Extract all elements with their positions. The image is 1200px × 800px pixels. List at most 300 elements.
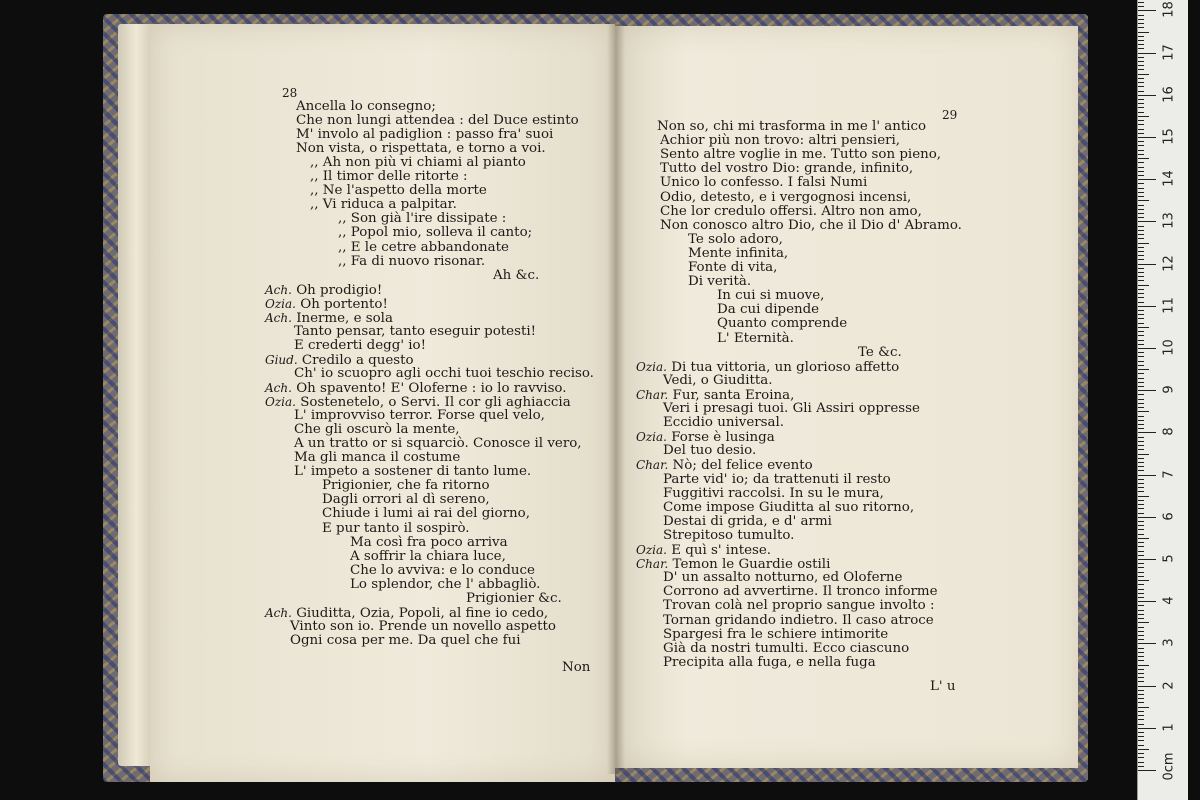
verse-text: ,, Vi riduca a palpitar. (310, 197, 457, 213)
right-page-line (688, 261, 777, 275)
ruler-tick (1138, 179, 1156, 180)
ruler-tick (1138, 559, 1156, 560)
right-page-line (663, 473, 891, 487)
ruler-tick (1138, 234, 1144, 235)
verse-text: Ma gli manca il costume (294, 450, 461, 466)
right-page-line (717, 289, 824, 303)
ruler-tick (1138, 183, 1144, 184)
ruler-tick (1138, 91, 1144, 92)
ruler-tick (1138, 57, 1144, 58)
right-page-line (663, 515, 832, 529)
ruler-tick (1138, 285, 1149, 286)
ruler-tick (1138, 171, 1144, 172)
ruler-tick (1138, 302, 1144, 303)
right-page-line (660, 148, 941, 162)
left-page-line (310, 184, 487, 198)
verse-text: Non conosco altro Dio, che il Dio d' Abramo. (660, 217, 962, 233)
left-page-line (265, 283, 382, 298)
ruler-label: 9 (1161, 385, 1177, 394)
verse-text: Che lo avviva: e lo conduce (350, 562, 535, 578)
ruler-label: 2 (1161, 680, 1177, 690)
ruler-tick (1138, 61, 1144, 62)
verse-text: Te solo adoro, (688, 231, 783, 247)
verse-text: Che non lungi attendea : del Duce estinto (296, 113, 579, 129)
ruler-tick (1138, 124, 1144, 125)
verse-text: Fuggitivi raccolsi. In su le mura, (663, 485, 884, 501)
ruler-label: 11 (1161, 297, 1177, 314)
verse-text: Di tua vittoria, un glorioso affetto (666, 359, 900, 375)
ruler-tick (1138, 255, 1144, 256)
ruler-tick (1138, 247, 1144, 248)
ruler-label: 16 (1161, 86, 1177, 103)
right-page-line (660, 176, 867, 190)
ruler-tick (1138, 289, 1144, 290)
ruler-tick (1138, 766, 1144, 767)
verse-text: Giuditta, Ozia, Popoli, al fine io cedo, (291, 605, 549, 621)
verse-text: Dagli orrori al dì sereno, (322, 492, 490, 508)
ruler-tick (1138, 757, 1144, 758)
ruler-tick (1138, 394, 1144, 395)
speaker-name: Ach. (265, 310, 292, 325)
ruler-tick (1138, 162, 1144, 163)
ruler-tick (1138, 614, 1144, 615)
right-page-line (660, 191, 911, 205)
ruler-tick (1138, 749, 1149, 750)
ruler-tick (1138, 306, 1156, 307)
measurement-ruler (1137, 0, 1188, 800)
ruler-tick (1138, 635, 1144, 636)
verse-text: Chiude i lumi ai rai del giorno, (322, 506, 530, 522)
verse-text: ,, Fa di nuovo risonar. (338, 253, 486, 269)
ruler-tick (1138, 597, 1144, 598)
ruler-tick (1138, 470, 1144, 471)
ruler-tick (1138, 525, 1144, 526)
ruler-label: 12 (1161, 254, 1177, 272)
ruler-tick (1138, 622, 1149, 623)
verse-text: Corrono ad avvertirne. Il tronco informe (663, 584, 938, 600)
ruler-label: 18 (1161, 1, 1177, 19)
right-page-line (688, 233, 783, 247)
ruler-tick (1138, 154, 1144, 155)
left-page-line (294, 423, 460, 437)
ruler-tick (1138, 137, 1156, 138)
left-page-line (294, 339, 426, 353)
verse-text: ,, Ne l'aspetto della morte (310, 183, 487, 199)
ruler-label: 17 (1161, 43, 1177, 61)
ruler-tick (1138, 399, 1144, 400)
ruler-tick (1138, 23, 1144, 24)
left-page-line (296, 142, 546, 156)
verse-text: Quanto comprende (717, 316, 848, 332)
speaker-name: Ach. (265, 381, 292, 395)
ruler-tick (1138, 361, 1144, 362)
verse-text: Tanto pensar, tanto eseguir potesti! (294, 323, 537, 339)
right-page-line (663, 571, 902, 585)
ruler-label: 8 (1161, 427, 1177, 437)
ruler-tick (1138, 293, 1144, 294)
left-page-number: 28 (282, 86, 298, 100)
ruler-tick (1138, 538, 1149, 539)
verse-text: ,, Il timor delle ritorte : (310, 169, 468, 185)
ruler-tick (1138, 605, 1144, 606)
right-page-line (663, 416, 784, 430)
verse-text: Ancella lo consegno; (296, 99, 436, 114)
verse-text: Ah &c. (493, 267, 540, 283)
ruler-label: 4 (1161, 596, 1177, 605)
left-page-line (338, 212, 506, 226)
ruler-tick (1138, 508, 1144, 509)
ruler-tick (1138, 27, 1144, 28)
verse-text: Che gli oscurò la mente, (294, 422, 460, 438)
verse-text: Forse è lusinga (666, 430, 775, 446)
ruler-tick (1138, 40, 1144, 41)
verse-text: Che lor credulo offersi. Altro non amo, (660, 203, 922, 219)
ruler-tick (1138, 95, 1156, 96)
right-page-line (636, 543, 771, 558)
ruler-tick (1138, 475, 1156, 476)
right-page-number: 29 (942, 108, 958, 122)
speaker-name: Ach. (265, 282, 292, 297)
left-page-line (466, 592, 562, 606)
ruler-tick (1138, 656, 1144, 657)
verse-text: Sostenetelo, o Servi. Il cor gli aghiaccia (295, 395, 571, 411)
left-page-line (338, 241, 509, 255)
ruler-tick (1138, 103, 1144, 104)
ruler-tick (1138, 335, 1144, 336)
ruler-label: 10 (1161, 339, 1177, 356)
left-page-line (350, 564, 535, 578)
ruler-tick (1138, 694, 1144, 695)
verse-text: Prigionier, che fa ritorno (322, 478, 490, 494)
verse-text: Da cui dipende (717, 302, 820, 318)
ruler-label: 5 (1161, 554, 1177, 563)
ruler-tick (1138, 736, 1144, 737)
left-page-line (338, 255, 485, 269)
ruler-tick (1138, 192, 1144, 193)
verse-text: L' improvviso terror. Forse quel velo, (294, 408, 545, 424)
ruler-tick (1138, 745, 1144, 746)
ruler-tick (1138, 10, 1156, 11)
ruler-tick (1138, 770, 1156, 771)
ruler-tick (1138, 529, 1144, 530)
ruler-tick (1138, 145, 1144, 146)
verse-text: L' impeto a sostener di tanto lume. (294, 464, 532, 480)
verse-text: A soffrir la chiara luce, (350, 548, 506, 564)
ruler-tick (1138, 707, 1149, 708)
right-page-line (858, 346, 902, 360)
ruler-tick (1138, 32, 1149, 33)
right-catchword: L' u (930, 679, 956, 694)
ruler-tick (1138, 576, 1144, 577)
ruler-tick (1138, 643, 1156, 644)
left-page-line (350, 550, 506, 564)
ruler-tick (1138, 719, 1144, 720)
ruler-tick (1138, 648, 1144, 649)
ruler-tick (1138, 420, 1144, 421)
ruler-tick (1138, 86, 1144, 87)
ruler-tick (1138, 740, 1144, 741)
left-page-line (290, 620, 556, 634)
ruler-tick (1138, 310, 1144, 311)
ruler-tick (1138, 196, 1144, 197)
verse-text: Achior più non trovo: altri pensieri, (660, 133, 901, 149)
ruler-label: 15 (1161, 128, 1177, 145)
ruler-tick (1138, 589, 1144, 590)
ruler-tick (1138, 753, 1144, 754)
verse-text: Veri i presagi tuoi. Gli Assiri oppresse (663, 401, 920, 416)
verse-text: L' Eternità. (717, 330, 794, 346)
ruler-tick (1138, 428, 1144, 429)
ruler-tick (1138, 390, 1156, 391)
ruler-tick (1138, 698, 1144, 699)
ruler-tick (1138, 158, 1149, 159)
ruler-tick (1138, 133, 1144, 134)
verse-text: M' involo al padiglion : passo fra' suoi (296, 127, 554, 143)
ruler-tick (1138, 487, 1144, 488)
verse-text: E pur tanto il sospirò. (322, 520, 470, 536)
left-page-line (294, 409, 545, 423)
ruler-tick (1138, 107, 1144, 108)
verse-text: Oh portento! (295, 296, 388, 312)
ruler-tick (1138, 209, 1144, 210)
verse-text: Lo splendor, che l' abbagliò. (350, 576, 541, 592)
verse-text: Come impose Giuditta al suo ritorno, (663, 499, 915, 515)
speaker-name: Char. (636, 387, 669, 402)
right-page-line (688, 275, 751, 289)
ruler-tick (1138, 601, 1156, 602)
verse-text: Di verità. (688, 274, 752, 290)
left-page-line (350, 578, 540, 592)
ruler-tick (1138, 36, 1144, 37)
verse-text: Prigionier &c. (466, 590, 562, 606)
left-page-line (310, 198, 457, 212)
ruler-tick (1138, 479, 1144, 480)
ruler-tick (1138, 116, 1149, 117)
ruler-tick (1138, 618, 1144, 619)
ruler-tick (1138, 542, 1144, 543)
ruler-label: 3 (1161, 638, 1177, 648)
ruler-tick (1138, 496, 1149, 497)
ruler-label: 13 (1161, 212, 1177, 230)
verse-text: Fonte di vita, (688, 260, 778, 275)
ruler-tick (1138, 403, 1144, 404)
ruler-tick (1138, 369, 1149, 370)
speaker-name: Char. (636, 557, 669, 572)
verse-text: Non vista, o rispettata, e torno a voi. (296, 141, 546, 157)
right-page-line (663, 487, 884, 501)
ruler-tick (1138, 69, 1144, 70)
ruler-tick (1138, 6, 1144, 7)
verse-text: Sento altre voglie in me. Tutto son pieno, (660, 147, 942, 163)
verse-text: E quì s' intese. (666, 543, 772, 558)
ruler-tick (1138, 517, 1156, 518)
ruler-tick (1138, 150, 1144, 151)
verse-text: Trovan colà nel proprio sangue involto : (663, 598, 935, 614)
ruler-tick (1138, 690, 1144, 691)
ruler-tick (1138, 297, 1144, 298)
ruler-tick (1138, 141, 1144, 142)
ruler-tick (1138, 555, 1144, 556)
verse-text: Ogni cosa per me. Da quel che fui (290, 632, 521, 648)
ruler-tick (1138, 669, 1144, 670)
right-page-line (660, 162, 913, 176)
ruler-tick (1138, 268, 1144, 269)
verse-text: Vedi, o Giuditta. (663, 372, 773, 388)
verse-text: E crederti degg' io! (294, 337, 426, 353)
right-page-line (663, 614, 934, 628)
ruler-tick (1138, 567, 1144, 568)
ruler-tick (1138, 715, 1144, 716)
ruler-tick (1138, 2, 1144, 3)
right-page-line (663, 501, 914, 515)
ruler-tick (1138, 226, 1144, 227)
ruler-tick (1138, 504, 1144, 505)
ruler-tick (1138, 82, 1144, 83)
verse-text: Fur, santa Eroina, (668, 387, 795, 403)
right-page-line (663, 628, 888, 642)
left-page-line (294, 465, 531, 479)
ruler-tick (1138, 340, 1144, 341)
right-page-line (663, 599, 935, 613)
ruler-tick (1138, 323, 1144, 324)
ruler-tick (1138, 610, 1144, 611)
verse-text: Inerme, e sola (291, 310, 393, 326)
ruler-tick (1138, 724, 1144, 725)
ruler-label: 7 (1161, 469, 1177, 479)
ruler-tick (1138, 327, 1149, 328)
verse-text: Oh prodigio! (291, 282, 383, 298)
ruler-tick (1138, 200, 1149, 201)
right-page-line (657, 120, 926, 134)
ruler-tick (1138, 386, 1144, 387)
verse-text: Unico lo confesso. I falsi Numi (660, 175, 868, 191)
right-page-line (717, 317, 847, 331)
ruler-tick (1138, 259, 1144, 260)
ruler-tick (1138, 702, 1144, 703)
ruler-tick (1138, 230, 1144, 231)
verse-text: Mente infinita, (688, 245, 789, 261)
left-page-line (322, 507, 530, 521)
ruler-tick (1138, 378, 1144, 379)
left-page-line (493, 269, 539, 283)
ruler-tick (1138, 243, 1149, 244)
ruler-tick (1138, 652, 1144, 653)
right-page-line (660, 134, 900, 148)
verse-text: ,, Son già l'ire dissipate : (338, 211, 507, 227)
verse-text: In cui si muove, (717, 288, 825, 304)
ruler-tick (1138, 205, 1144, 206)
ruler-tick (1138, 580, 1149, 581)
verse-text: Non so, chi mi trasforma in me l' antico (657, 119, 927, 134)
verse-text: D' un assalto notturno, ed Oloferne (663, 570, 903, 586)
ruler-tick (1138, 264, 1156, 265)
ruler-tick (1138, 65, 1144, 66)
verse-text: Odio, detesto, e i vergognosi incensi, (660, 189, 912, 205)
verse-text: Oh spavento! E' Oloferne : io lo ravviso. (291, 381, 567, 396)
speaker-name: Ach. (265, 605, 292, 620)
left-page-line (290, 634, 520, 648)
ruler-tick (1138, 686, 1156, 687)
left-page-line (294, 367, 594, 381)
ruler-tick (1138, 280, 1144, 281)
verse-text: Ma così fra poco arriva (350, 534, 508, 550)
ruler-tick (1138, 711, 1144, 712)
ruler-tick (1138, 373, 1144, 374)
ruler-label: 1 (1161, 723, 1177, 732)
ruler-tick (1138, 213, 1144, 214)
ruler-tick (1138, 462, 1144, 463)
ruler-tick (1138, 491, 1144, 492)
ruler-tick (1138, 584, 1144, 585)
left-page-line (310, 170, 468, 184)
left-page-line (265, 297, 388, 312)
book-gutter (607, 24, 625, 774)
ruler-tick (1138, 217, 1144, 218)
ruler-tick (1138, 348, 1156, 349)
speaker-name: Char. (636, 458, 669, 473)
ruler-tick (1138, 44, 1144, 45)
ruler-tick (1138, 221, 1156, 222)
ruler-tick (1138, 112, 1144, 113)
ruler-tick (1138, 167, 1144, 168)
ruler-tick (1138, 48, 1144, 49)
right-page-line (660, 219, 962, 233)
ruler-tick (1138, 19, 1144, 20)
verse-text: Già da nostri tumulti. Ecco ciascuno (663, 640, 910, 656)
ruler-tick (1138, 437, 1144, 438)
left-page-line (322, 522, 470, 536)
ruler-tick (1138, 251, 1144, 252)
verse-text: Spargesi fra le schiere intimorite (663, 626, 889, 642)
verse-text: Ch' io scuopro agli occhi tuoi teschio reciso. (294, 365, 594, 381)
ruler-label: 14 (1161, 170, 1177, 187)
ruler-tick (1138, 639, 1144, 640)
right-page-line (663, 402, 920, 416)
ruler-tick (1138, 416, 1144, 417)
ruler-tick (1138, 238, 1144, 239)
left-page-line (322, 479, 490, 493)
ruler-tick (1138, 411, 1149, 412)
verse-text: Tutto del vostro Dio: grande, infinito, (660, 161, 914, 177)
ruler-tick (1138, 732, 1144, 733)
ruler-tick (1138, 120, 1144, 121)
ruler-tick (1138, 99, 1144, 100)
ruler-tick (1138, 546, 1144, 547)
ruler-tick (1138, 74, 1149, 75)
left-page-line (294, 325, 536, 339)
speaker-name: Ozia. (636, 543, 667, 557)
ruler-label: 0cm (1161, 752, 1177, 781)
ruler-tick (1138, 660, 1144, 661)
speaker-name: Giud. (265, 352, 298, 367)
ruler-tick (1138, 432, 1156, 433)
left-page-line (338, 226, 532, 240)
right-page-line (717, 303, 819, 317)
left-page-line (322, 493, 490, 507)
right-page-line (663, 585, 938, 599)
ruler-tick (1138, 382, 1144, 383)
right-page-line (688, 247, 788, 261)
ruler-tick (1138, 314, 1144, 315)
verse-text: Precipita alla fuga, e nella fuga (663, 654, 876, 670)
ruler-tick (1138, 572, 1144, 573)
ruler-tick (1138, 513, 1144, 514)
ruler-tick (1138, 424, 1144, 425)
left-page-line (294, 437, 582, 451)
speaker-name: Ozia. (636, 430, 667, 445)
ruler-tick (1138, 673, 1144, 674)
left-catchword: Non (562, 660, 591, 675)
